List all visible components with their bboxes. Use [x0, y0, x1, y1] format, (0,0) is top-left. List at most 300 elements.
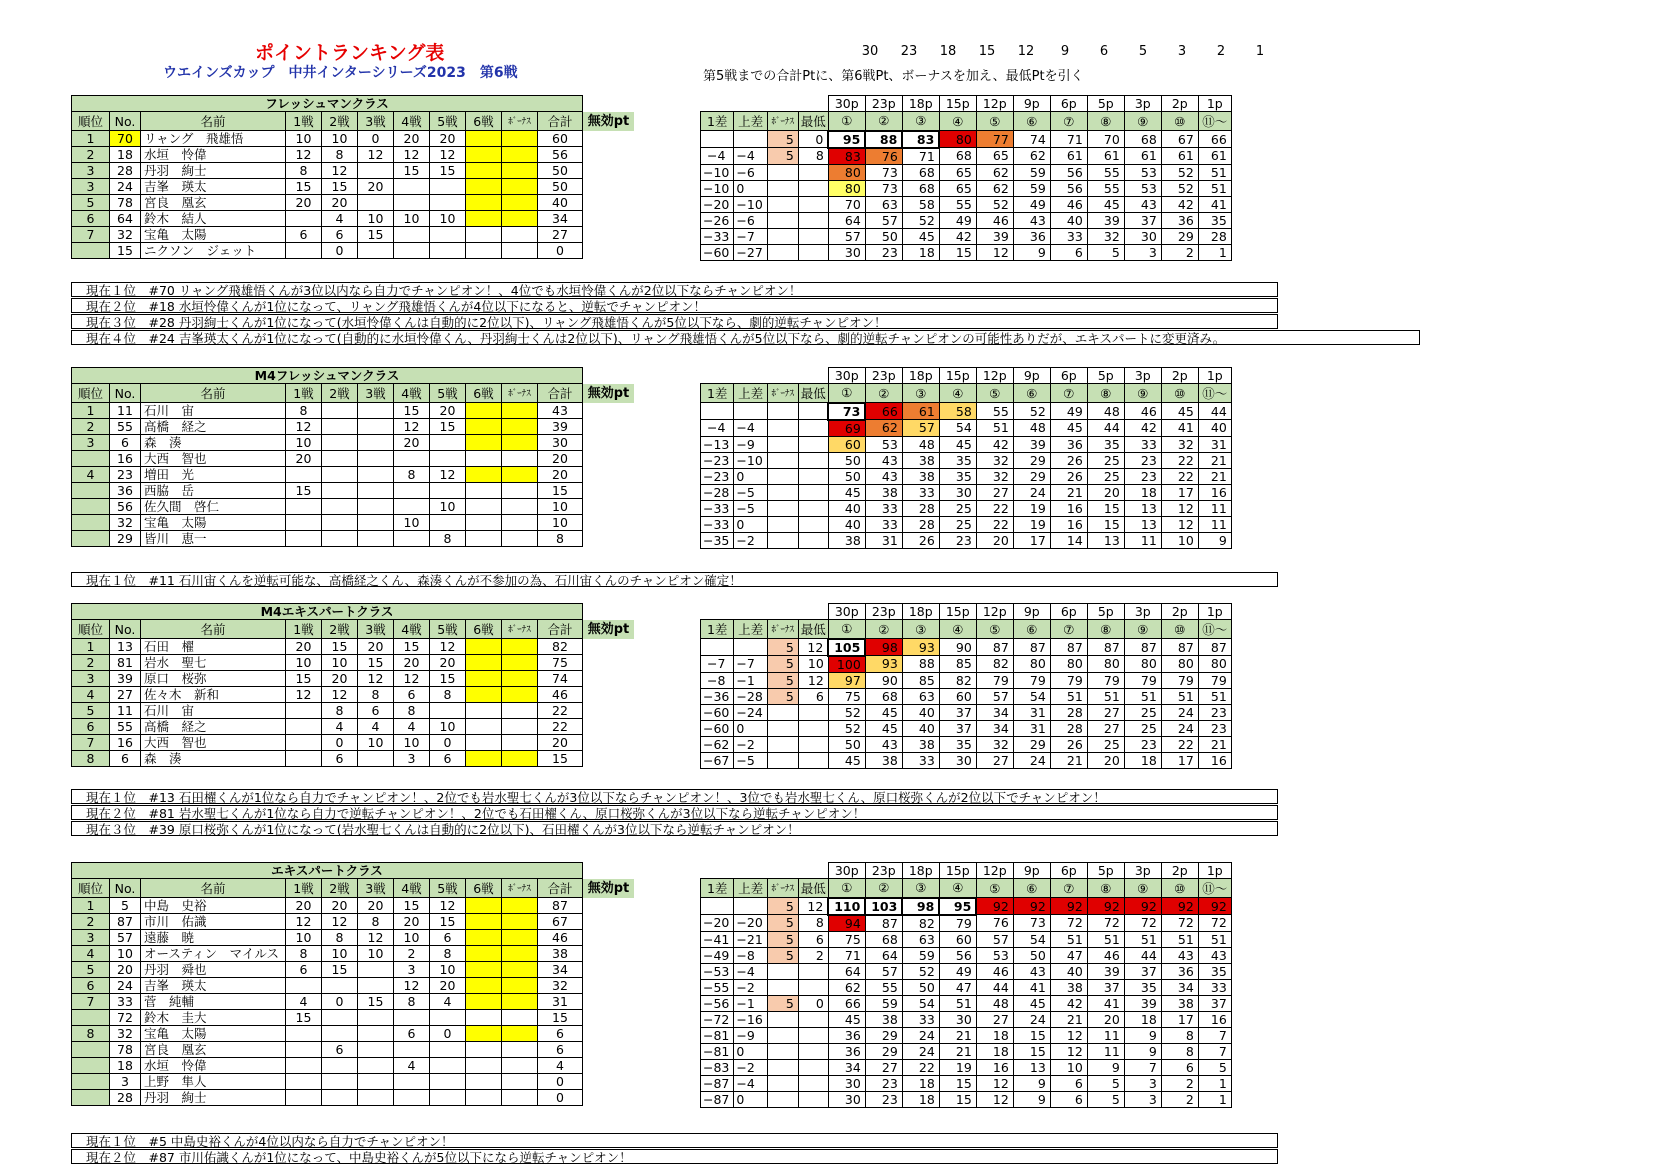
points-value: 9p	[1013, 96, 1050, 112]
projection-cell: 50	[828, 468, 865, 484]
bonus-cell: 5	[767, 688, 798, 704]
round-3	[358, 1026, 394, 1042]
lowest-cell	[798, 1043, 828, 1059]
points-value: 5p	[1087, 604, 1124, 620]
car-number: 64	[110, 211, 141, 227]
table-row	[701, 131, 1232, 148]
rank-cell	[72, 451, 110, 467]
projection-cell: 82	[939, 672, 976, 688]
round-2: 12	[322, 914, 358, 930]
projection-cell: 73	[828, 403, 865, 420]
projection-cell: 58	[939, 403, 976, 420]
points-value: 12p	[976, 863, 1013, 879]
table-row	[72, 163, 635, 179]
projection-cell: 54	[939, 420, 976, 437]
points-value: 18p	[902, 96, 939, 112]
projection-cell: 9	[1087, 1059, 1124, 1075]
round-6	[466, 515, 502, 531]
projection-cell: 38	[1050, 979, 1087, 995]
round-1: 20	[286, 195, 322, 211]
projection-cell: 7	[1198, 1043, 1231, 1059]
rank-cell: 5	[72, 703, 110, 719]
total: 74	[538, 671, 583, 687]
points-value: 5p	[1087, 863, 1124, 879]
bonus-cell	[767, 1075, 798, 1091]
column-header: ④	[939, 879, 976, 898]
column-header: ⑧	[1087, 112, 1124, 131]
bonus	[502, 467, 538, 483]
lowest-cell	[798, 436, 828, 452]
round-1	[286, 531, 322, 547]
projection-cell: 21	[1050, 1011, 1087, 1027]
column-header: ﾎﾞｰﾅｽ	[767, 620, 798, 639]
column-header: ⑧	[1087, 879, 1124, 898]
projection-cell: 38	[865, 1011, 902, 1027]
round-1: 6	[286, 962, 322, 978]
round-3	[358, 1058, 394, 1074]
projection-cell: 43	[1013, 963, 1050, 979]
projection-cell: 24	[902, 1027, 939, 1043]
round-5: 15	[430, 419, 466, 435]
comment-line: 現在１位 #11 石川宙くんを逆転可能な、高橋経之くん、森湊くんが不参加の為、石川宙くんのチャンピオン確定！	[71, 572, 1278, 587]
round-4	[394, 483, 430, 499]
driver-name: 増田 光	[141, 467, 286, 483]
total: 67	[538, 914, 583, 930]
round-6	[466, 451, 502, 467]
projection-cell: 3	[1124, 1091, 1161, 1107]
round-6	[466, 914, 502, 930]
class-table	[71, 367, 635, 547]
projection-cell: 13	[1013, 1059, 1050, 1075]
bonus-cell	[767, 963, 798, 979]
projection-cell: 51	[1198, 180, 1231, 196]
bonus-cell: 5	[767, 672, 798, 688]
projection-cell: 7	[1124, 1059, 1161, 1075]
column-header: 上差	[734, 384, 767, 403]
car-number: 6	[110, 751, 141, 767]
round-4: 8	[394, 994, 430, 1010]
rank-cell: 4	[72, 467, 110, 483]
car-number: 55	[110, 719, 141, 735]
bonus-cell: 5	[767, 656, 798, 673]
projection-cell: 37	[939, 704, 976, 720]
projection-cell: 11	[1124, 532, 1161, 548]
table-row	[72, 499, 635, 515]
round-3	[358, 419, 394, 435]
column-header: 2戦	[322, 384, 358, 403]
projection-cell: 60	[939, 931, 976, 947]
projection-cell: 80	[1050, 656, 1087, 673]
round-1	[286, 1026, 322, 1042]
lowest-cell	[798, 468, 828, 484]
gap-to-leader: −23	[701, 468, 734, 484]
bonus-cell: 5	[767, 148, 798, 165]
projection-cell: 92	[1198, 898, 1231, 915]
projection-cell: 43	[865, 736, 902, 752]
round-3: 20	[358, 179, 394, 195]
projection-cell: 8	[1161, 1043, 1198, 1059]
bonus-cell	[767, 720, 798, 736]
driver-name: 高橋 経之	[141, 419, 286, 435]
round-6	[466, 531, 502, 547]
projection-cell: 100	[828, 656, 865, 673]
top-point-value: 18	[939, 44, 957, 59]
table-row	[701, 898, 1232, 915]
projection-cell: 25	[1087, 468, 1124, 484]
gap-to-leader: −23	[701, 452, 734, 468]
projection-cell: 39	[976, 228, 1013, 244]
column-header: 3戦	[358, 620, 394, 639]
round-5: 12	[430, 467, 466, 483]
projection-cell: 18	[976, 1027, 1013, 1043]
lowest-cell	[798, 196, 828, 212]
round-6	[466, 403, 502, 419]
lowest-cell	[798, 244, 828, 260]
projection-cell: 55	[865, 979, 902, 995]
column-header: 6戦	[466, 620, 502, 639]
projection-cell: 18	[1124, 1011, 1161, 1027]
column-header: ﾎﾞｰﾅｽ	[502, 879, 538, 898]
projection-cell: 7	[1198, 1027, 1231, 1043]
projection-cell: 25	[939, 516, 976, 532]
round-1	[286, 515, 322, 531]
projection-cell: 50	[828, 452, 865, 468]
projection-cell: 10	[1050, 1059, 1087, 1075]
round-2	[322, 1026, 358, 1042]
gap-to-above: −6	[734, 164, 767, 180]
total: 4	[538, 1058, 583, 1074]
projection-cell: 60	[939, 688, 976, 704]
driver-name: 上野 隼人	[141, 1074, 286, 1090]
rank-cell: 1	[72, 898, 110, 914]
rank-cell: 3	[72, 671, 110, 687]
bonus	[502, 703, 538, 719]
round-5: 12	[430, 898, 466, 914]
table-row	[72, 671, 635, 687]
projection-cell: 32	[1087, 228, 1124, 244]
driver-name: 宝亀 太陽	[141, 1026, 286, 1042]
car-number: 70	[110, 131, 141, 147]
table-row	[701, 915, 1232, 932]
column-header: ②	[865, 112, 902, 131]
round-1: 12	[286, 147, 322, 163]
projection-cell: 87	[1050, 639, 1087, 656]
round-1: 15	[286, 1010, 322, 1026]
round-3	[358, 451, 394, 467]
projection-cell: 33	[902, 752, 939, 768]
gap-to-above: −4	[734, 420, 767, 437]
bonus	[502, 671, 538, 687]
projection-cell: 54	[1013, 688, 1050, 704]
round-4: 20	[394, 914, 430, 930]
round-4: 4	[394, 719, 430, 735]
round-4: 10	[394, 930, 430, 946]
table-row	[701, 1075, 1232, 1091]
lowest-cell	[798, 720, 828, 736]
projection-cell: 47	[939, 979, 976, 995]
table-row	[72, 515, 635, 531]
bonus	[502, 639, 538, 655]
round-4: 10	[394, 735, 430, 751]
column-header: 3戦	[358, 112, 394, 131]
column-header: 4戦	[394, 879, 430, 898]
gap-to-above: 0	[734, 1091, 767, 1107]
projection-cell: 70	[1087, 131, 1124, 148]
rank-cell: 5	[72, 195, 110, 211]
projection-cell: 80	[939, 131, 976, 148]
round-1: 12	[286, 419, 322, 435]
round-5	[430, 1010, 466, 1026]
table-row	[701, 752, 1232, 768]
column-header: 合計	[538, 879, 583, 898]
projection-cell: 40	[902, 720, 939, 736]
column-header: 2戦	[322, 879, 358, 898]
column-header: 5戦	[430, 879, 466, 898]
projection-cell: 10	[1161, 532, 1198, 548]
column-header: 名前	[141, 112, 286, 131]
round-3: 12	[358, 930, 394, 946]
projection-cell: 23	[1124, 736, 1161, 752]
round-5	[430, 243, 466, 259]
projection-cell: 45	[902, 228, 939, 244]
round-6	[466, 994, 502, 1010]
column-header: ⑤	[976, 384, 1013, 403]
projection-cell: 38	[865, 484, 902, 500]
round-3	[358, 499, 394, 515]
projection-cell: 45	[1087, 196, 1124, 212]
projection-cell: 49	[939, 963, 976, 979]
round-5	[430, 1042, 466, 1058]
total: 40	[538, 195, 583, 211]
projection-cell: 19	[1013, 516, 1050, 532]
projection-cell: 27	[976, 752, 1013, 768]
lowest-cell: 8	[798, 915, 828, 932]
total: 50	[538, 179, 583, 195]
car-number: 32	[110, 1026, 141, 1042]
round-5: 20	[430, 978, 466, 994]
projection-cell: 35	[1087, 436, 1124, 452]
projection-cell: 3	[1124, 1075, 1161, 1091]
projection-cell: 45	[865, 720, 902, 736]
projection-cell: 67	[1161, 131, 1198, 148]
round-4	[394, 195, 430, 211]
column-header: 名前	[141, 879, 286, 898]
total: 32	[538, 978, 583, 994]
projection-cell: 17	[1013, 532, 1050, 548]
lowest-cell: 12	[798, 672, 828, 688]
projection-cell: 51	[1087, 688, 1124, 704]
lowest-cell	[798, 164, 828, 180]
table-row	[72, 1074, 635, 1090]
projection-cell: 33	[865, 516, 902, 532]
projection-cell: 20	[976, 532, 1013, 548]
projection-cell: 23	[1124, 468, 1161, 484]
projection-cell: 87	[1087, 639, 1124, 656]
projection-cell: 80	[1087, 656, 1124, 673]
class-table	[71, 862, 635, 1106]
projection-cell: 54	[1013, 931, 1050, 947]
projection-cell: 22	[1161, 468, 1198, 484]
projection-cell: 40	[1198, 420, 1231, 437]
projection-cell: 50	[1013, 947, 1050, 963]
round-1	[286, 735, 322, 751]
column-header: 順位	[72, 620, 110, 639]
projection-cell: 23	[1124, 452, 1161, 468]
projection-cell: 21	[1050, 484, 1087, 500]
bonus-cell	[767, 436, 798, 452]
projection-cell: 51	[939, 995, 976, 1011]
projection-cell: 30	[939, 752, 976, 768]
projection-cell: 59	[1013, 180, 1050, 196]
projection-cell: 37	[1198, 995, 1231, 1011]
projection-cell: 65	[939, 180, 976, 196]
table-row	[72, 227, 635, 243]
projection-cell: 56	[1050, 180, 1087, 196]
gap-to-above: −8	[734, 947, 767, 963]
round-1	[286, 1074, 322, 1090]
column-header: ①	[828, 620, 865, 639]
projection-cell: 23	[1198, 704, 1231, 720]
gap-to-above	[734, 403, 767, 420]
gap-to-leader: −83	[701, 1059, 734, 1075]
comment-line: 現在１位 #5 中島史裕くんが4位以内なら自力でチャンピオン！	[71, 1133, 1278, 1148]
round-6	[466, 1074, 502, 1090]
points-value: 30p	[828, 604, 865, 620]
round-2: 15	[322, 962, 358, 978]
driver-name: 岩水 聖七	[141, 655, 286, 671]
table-row	[72, 243, 635, 259]
projection-cell: 24	[902, 1043, 939, 1059]
round-6	[466, 962, 502, 978]
round-2	[322, 531, 358, 547]
car-number: 55	[110, 419, 141, 435]
round-6	[466, 735, 502, 751]
column-header: 合計	[538, 112, 583, 131]
lowest-cell	[798, 752, 828, 768]
projection-cell: 32	[976, 468, 1013, 484]
column-header: ⑪～	[1198, 112, 1231, 131]
round-2: 15	[322, 639, 358, 655]
points-value: 9p	[1013, 863, 1050, 879]
bonus-cell	[767, 736, 798, 752]
driver-name: 西脇 岳	[141, 483, 286, 499]
total: 10	[538, 499, 583, 515]
projection-cell: 35	[939, 736, 976, 752]
round-5: 10	[430, 211, 466, 227]
projection-cell: 53	[976, 947, 1013, 963]
lowest-cell	[798, 704, 828, 720]
lowest-cell	[798, 180, 828, 196]
projection-cell: 28	[1198, 228, 1231, 244]
table-row	[701, 468, 1232, 484]
table-row	[72, 703, 635, 719]
table-row	[701, 196, 1232, 212]
rank-cell	[72, 515, 110, 531]
projection-cell: 24	[1013, 1011, 1050, 1027]
projection-cell: 41	[1198, 196, 1231, 212]
column-header: ﾎﾞｰﾅｽ	[767, 384, 798, 403]
projection-cell: 93	[902, 639, 939, 656]
round-6	[466, 483, 502, 499]
table-row	[701, 720, 1232, 736]
projection-cell: 62	[976, 164, 1013, 180]
points-value: 12p	[976, 96, 1013, 112]
gap-to-leader: −53	[701, 963, 734, 979]
column-header: 2戦	[322, 112, 358, 131]
column-header: ⑪～	[1198, 879, 1231, 898]
class-name: M4フレッシュマンクラス	[72, 368, 583, 384]
projection-cell: 92	[1013, 898, 1050, 915]
round-2	[322, 1010, 358, 1026]
points-value: 2p	[1161, 604, 1198, 620]
gap-to-leader: −7	[701, 656, 734, 673]
round-2	[322, 403, 358, 419]
projection-cell: 61	[902, 403, 939, 420]
projection-cell: 65	[939, 164, 976, 180]
car-number: 10	[110, 946, 141, 962]
round-1	[286, 751, 322, 767]
gap-to-above: −9	[734, 436, 767, 452]
projection-cell: 36	[1050, 436, 1087, 452]
projection-cell: 43	[865, 468, 902, 484]
car-number: 18	[110, 147, 141, 163]
bonus-cell	[767, 468, 798, 484]
projection-cell: 18	[902, 244, 939, 260]
bonus	[502, 914, 538, 930]
round-5	[430, 1058, 466, 1074]
points-value: 6p	[1050, 604, 1087, 620]
projection-cell: 15	[939, 1075, 976, 1091]
projection-cell: 57	[865, 963, 902, 979]
round-2: 6	[322, 1042, 358, 1058]
projection-cell: 39	[1124, 995, 1161, 1011]
projection-cell: 42	[1161, 196, 1198, 212]
round-4	[394, 1010, 430, 1026]
bonus	[502, 211, 538, 227]
driver-name: 丹羽 絢士	[141, 163, 286, 179]
round-1: 4	[286, 994, 322, 1010]
table-row	[701, 688, 1232, 704]
total: 39	[538, 419, 583, 435]
round-2: 10	[322, 131, 358, 147]
round-5: 15	[430, 914, 466, 930]
projection-cell: 12	[1161, 500, 1198, 516]
points-value: 3p	[1124, 604, 1161, 620]
round-5: 10	[430, 962, 466, 978]
car-number: 16	[110, 735, 141, 751]
round-4: 4	[394, 1058, 430, 1074]
round-1: 12	[286, 914, 322, 930]
round-2: 12	[322, 687, 358, 703]
rank-cell: 8	[72, 1026, 110, 1042]
gap-to-above: −21	[734, 931, 767, 947]
projection-cell: 9	[1198, 532, 1231, 548]
projection-cell: 33	[902, 484, 939, 500]
points-value: 12p	[976, 604, 1013, 620]
projection-cell: 30	[939, 1011, 976, 1027]
bonus	[502, 655, 538, 671]
gap-to-leader: −56	[701, 995, 734, 1011]
total: 22	[538, 719, 583, 735]
gap-to-leader: −49	[701, 947, 734, 963]
projection-cell: 34	[828, 1059, 865, 1075]
projection-cell: 98	[902, 898, 939, 915]
projection-cell: 38	[902, 736, 939, 752]
gap-to-above: −16	[734, 1011, 767, 1027]
projection-cell: 2	[1161, 1091, 1198, 1107]
bonus	[502, 227, 538, 243]
projection-cell: 41	[1087, 995, 1124, 1011]
